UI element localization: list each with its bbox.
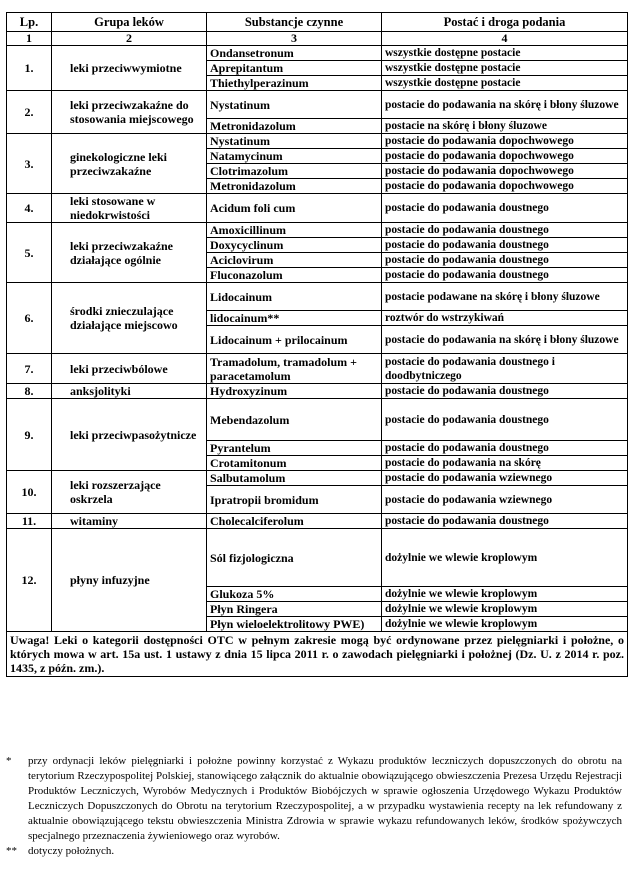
administration-form: postacie do podawania doustnego [382, 194, 628, 223]
administration-form: postacie do podawania dopochwowego [382, 179, 628, 194]
active-substance: Amoxicillinum [207, 223, 382, 238]
table-row [7, 514, 628, 529]
drug-group: leki rozszerzające oskrzela [52, 471, 207, 514]
administration-form: postacie do podawania wziewnego [382, 471, 628, 486]
header-substances: Substancje czynne [207, 13, 382, 32]
row-number: 6. [7, 283, 52, 354]
active-substance: Tramadolum, tramadolum + paracetamolum [207, 354, 382, 384]
row-number: 4. [7, 194, 52, 223]
administration-form: postacie do podawania doustnego [382, 441, 628, 456]
drug-table [6, 12, 628, 677]
administration-form: postacie do podawania dopochwowego [382, 134, 628, 149]
active-substance: Sól fizjologiczna [207, 529, 382, 587]
column-number: 3 [207, 32, 382, 46]
row-number: 7. [7, 354, 52, 384]
table-row [7, 384, 628, 399]
active-substance: Lidocainum [207, 283, 382, 311]
administration-form: postacie do podawania doustnego [382, 399, 628, 441]
active-substance: Płyn Ringera [207, 602, 382, 617]
active-substance: Salbutamolum [207, 471, 382, 486]
active-substance: Metronidazolum [207, 179, 382, 194]
administration-form: wszystkie dostępne postacie [382, 46, 628, 61]
administration-form: postacie do podawania doustnego i doodbytniczego [382, 354, 628, 384]
drug-group: leki stosowane w niedokrwistości [52, 194, 207, 223]
administration-form: postacie do podawania na skórę i błony śluzowe [382, 91, 628, 119]
table-body [7, 46, 628, 632]
header-lp: Lp. [7, 13, 52, 32]
drug-group: leki przeciwwymiotne [52, 46, 207, 91]
active-substance: Nystatinum [207, 91, 382, 119]
administration-form: dożylnie we wlewie kroplowym [382, 529, 628, 587]
header-group: Grupa leków [52, 13, 207, 32]
administration-form: postacie do podawania doustnego [382, 238, 628, 253]
drug-group: leki przeciwpasożytnicze [52, 399, 207, 471]
footnote-text: przy ordynacji leków pielęgniarki i położne powinny korzystać z Wykazu produktów leczniczych dopuszczonych do obrotu na terytorium Rzeczypospolitej Polskiej, stanowiącego załącznik do aktualnie obowiązującego obwieszczenia Prezesa Urzędu Rejestracji Produktów Leczniczych, Wyrobów Medycznych i Produktów Biobójczych w sprawie ogłoszenia Urzędowego Wykazu Produktów Leczniczych Dopuszczonych do Obrotu na terytorium Rzeczypospolitej, a w przypadku wystawienia recepty na lek refundowany z aktualnie obowiązującego tekstu obwieszczenia Ministra Zdrowia w sprawie wykazu refundowanych leków, środków spożywczych specjalnego przeznaczenia żywieniowego oraz wyrobów. [28, 755, 622, 842]
active-substance: Lidocainum + prilocainum [207, 326, 382, 354]
table-row [7, 134, 628, 149]
active-substance: Hydroxyzinum [207, 384, 382, 399]
drug-group: leki przeciwzakaźne do stosowania miejscowego [52, 91, 207, 134]
administration-form: postacie do podawania dopochwowego [382, 164, 628, 179]
footnote-text: dotyczy położnych. [28, 845, 115, 857]
footnote-mark: * [6, 755, 12, 767]
drug-group: anksjolityki [52, 384, 207, 399]
active-substance: Nystatinum [207, 134, 382, 149]
active-substance: Doxycyclinum [207, 238, 382, 253]
row-number: 12. [7, 529, 52, 632]
row-number: 8. [7, 384, 52, 399]
column-number: 2 [52, 32, 207, 46]
row-number: 1. [7, 46, 52, 91]
administration-form: postacie do podawania doustnego [382, 223, 628, 238]
administration-form: dożylnie we wlewie kroplowym [382, 602, 628, 617]
footnote [6, 844, 622, 859]
active-substance: Thiethylperazinum [207, 76, 382, 91]
active-substance: Metronidazolum [207, 119, 382, 134]
table-row [7, 91, 628, 119]
administration-form: postacie na skórę i błony śluzowe [382, 119, 628, 134]
administration-form: postacie do podawania na skórę [382, 456, 628, 471]
footnote-mark: ** [6, 845, 17, 857]
administration-form: dożylnie we wlewie kroplowym [382, 587, 628, 602]
active-substance: Glukoza 5% [207, 587, 382, 602]
table-header-row [7, 13, 628, 32]
administration-form: postacie do podawania doustnego [382, 384, 628, 399]
administration-form: postacie do podawania doustnego [382, 253, 628, 268]
column-number: 4 [382, 32, 628, 46]
administration-form: postacie podawane na skórę i błony śluzowe [382, 283, 628, 311]
active-substance: lidocainum** [207, 311, 382, 326]
row-number: 5. [7, 223, 52, 283]
header-form: Postać i droga podania [382, 13, 628, 32]
drug-group: płyny infuzyjne [52, 529, 207, 632]
administration-form: postacie do podawania doustnego [382, 268, 628, 283]
administration-form: wszystkie dostępne postacie [382, 76, 628, 91]
administration-form: postacie do podawania dopochwowego [382, 149, 628, 164]
drug-group: witaminy [52, 514, 207, 529]
administration-form: postacie do podawania wziewnego [382, 486, 628, 514]
active-substance: Cholecalciferolum [207, 514, 382, 529]
drug-group: leki przeciwzakaźne działające ogólnie [52, 223, 207, 283]
administration-form: postacie do podawania doustnego [382, 514, 628, 529]
row-number: 9. [7, 399, 52, 471]
administration-form: roztwór do wstrzykiwań [382, 311, 628, 326]
table-row [7, 46, 628, 61]
administration-form: dożylnie we wlewie kroplowym [382, 617, 628, 632]
active-substance: Ipratropii bromidum [207, 486, 382, 514]
column-number-row [7, 32, 628, 46]
footnote [6, 754, 622, 844]
table-row [7, 471, 628, 486]
active-substance: Pyrantelum [207, 441, 382, 456]
active-substance: Natamycinum [207, 149, 382, 164]
active-substance: Mebendazolum [207, 399, 382, 441]
active-substance: Aciclovirum [207, 253, 382, 268]
note-row [7, 632, 628, 677]
ota-note: Uwaga! Leki o kategorii dostępności OTC w pełnym zakresie mogą być ordynowane przez pielęgniarki i położne, o których mowa w art. 15a ust. 1 ustawy z dnia 15 lipca 2011 r. o zawodach pielęgniarki i położnej (Dz. U. z 2014 r. poz. 1435, z późn. zm.). [7, 632, 628, 677]
active-substance: Clotrimazolum [207, 164, 382, 179]
row-number: 2. [7, 91, 52, 134]
table-row [7, 399, 628, 441]
active-substance: Ondansetronum [207, 46, 382, 61]
table-row [7, 194, 628, 223]
drug-group: ginekologiczne leki przeciwzakaźne [52, 134, 207, 194]
drug-table-document [6, 12, 627, 677]
table-row [7, 354, 628, 384]
column-number: 1 [7, 32, 52, 46]
administration-form: wszystkie dostępne postacie [382, 61, 628, 76]
administration-form: postacie do podawania na skórę i błony śluzowe [382, 326, 628, 354]
active-substance: Acidum foli cum [207, 194, 382, 223]
drug-group: środki znieczulające działające miejscowo [52, 283, 207, 354]
active-substance: Fluconazolum [207, 268, 382, 283]
table-row [7, 529, 628, 587]
row-number: 11. [7, 514, 52, 529]
drug-group: leki przeciwbólowe [52, 354, 207, 384]
table-row [7, 283, 628, 311]
active-substance: Płyn wieloelektrolitowy PWE) [207, 617, 382, 632]
active-substance: Aprepitantum [207, 61, 382, 76]
row-number: 3. [7, 134, 52, 194]
row-number: 10. [7, 471, 52, 514]
table-row [7, 223, 628, 238]
active-substance: Crotamitonum [207, 456, 382, 471]
footnotes [6, 754, 622, 859]
